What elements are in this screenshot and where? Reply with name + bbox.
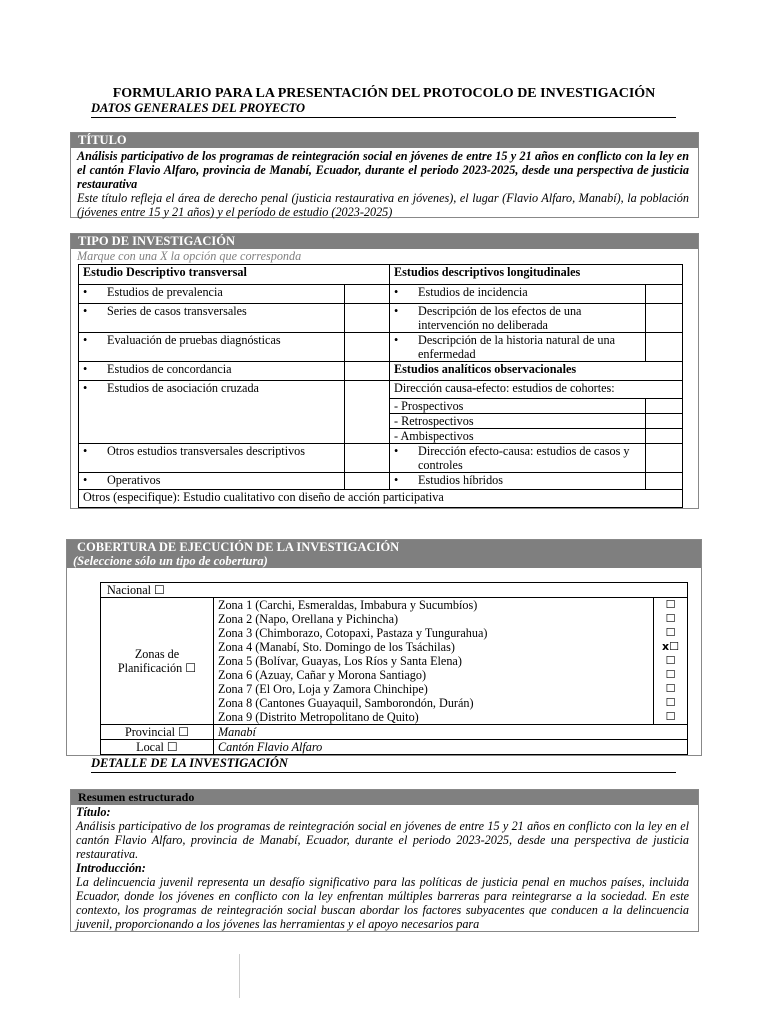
option-concordancia xyxy=(79,362,345,381)
option-label: Otros estudios transversales descriptivos xyxy=(107,444,306,458)
option-local[interactable]: Local ☐ xyxy=(101,740,214,755)
option-label: Estudios de prevalencia xyxy=(107,285,223,299)
tipo-col-left-header: Estudio Descriptivo transversal xyxy=(79,265,390,285)
zona-9: Zona 9 (Distrito Metropolitano de Quito) xyxy=(218,710,419,724)
analiticos-header: Estudios analíticos observacionales xyxy=(390,362,683,381)
option-prevalencia xyxy=(79,285,345,304)
option-provincial[interactable]: Provincial ☐ xyxy=(101,725,214,740)
option-label: Series de casos transversales xyxy=(107,304,247,318)
option-label: Descripción de los efectos de una intervención no deliberada xyxy=(418,304,582,332)
titulo-band: TÍTULO xyxy=(71,133,698,148)
zona-3: Zona 3 (Chimborazo, Cotopaxi, Pastaza y Tungurahua) xyxy=(218,626,488,640)
checkbox-otros-transversales[interactable] xyxy=(345,444,390,473)
option-casos-controles xyxy=(390,444,646,473)
option-retrospectivos: - Retrospectivos xyxy=(390,414,646,429)
cobertura-table xyxy=(100,582,688,755)
titulo-note: Este título refleja el área de derecho penal (justicia restaurativa en jóvenes), el lugar (Flavio Alfaro, Manabí), la población (jóvenes entre 15 y 21 años) y el período de estudio (2023-2025) xyxy=(77,191,689,219)
zona-6: Zona 6 (Azuay, Cañar y Morona Santiago) xyxy=(218,668,427,682)
option-series-casos xyxy=(79,304,345,333)
zonas-list xyxy=(214,598,654,725)
checkbox-zona-6[interactable]: ☐ xyxy=(665,668,676,681)
checkbox-operativos[interactable] xyxy=(345,473,390,490)
option-label: Estudios híbridos xyxy=(418,473,503,487)
option-label: Estudios de asociación cruzada xyxy=(107,381,259,395)
option-label: Estudios de incidencia xyxy=(418,285,528,299)
cobertura-title: COBERTURA DE EJECUCIÓN DE LA INVESTIGACIÓN xyxy=(77,540,400,554)
zonas-planificacion-label[interactable] xyxy=(101,598,214,725)
zona-7: Zona 7 (El Oro, Loja y Zamora Chinchipe) xyxy=(218,682,428,696)
bullet: • xyxy=(83,473,88,487)
zona-4: Zona 4 (Manabí, Sto. Domingo de los Tsáchilas) xyxy=(218,640,455,654)
provincial-value[interactable]: Manabí xyxy=(214,725,688,740)
zonas-label-line2: Planificación ☐ xyxy=(117,661,197,675)
zonas-label-line1: Zonas de xyxy=(134,647,180,661)
page-edge-line xyxy=(239,954,240,998)
local-value[interactable]: Cantón Flavio Alfaro xyxy=(214,740,688,755)
resumen-band: Resumen estructurado xyxy=(71,790,698,805)
resumen-titulo-label: Título: xyxy=(76,805,111,819)
tipo-table xyxy=(78,264,683,508)
checkbox-concordancia[interactable] xyxy=(345,362,390,381)
bullet: • xyxy=(83,444,88,458)
otros-especifique[interactable]: Otros (especifique): Estudio cualitativo con diseño de acción participativa xyxy=(79,490,683,508)
option-nacional[interactable]: Nacional ☐ xyxy=(101,583,688,598)
section-heading-detalle: DETALLE DE LA INVESTIGACIÓN xyxy=(91,756,288,770)
bullet: • xyxy=(394,333,399,347)
zona-2: Zona 2 (Napo, Orellana y Pichincha) xyxy=(218,612,399,626)
option-label: Descripción de la historia natural de una enfermedad xyxy=(418,333,615,361)
bullet: • xyxy=(83,381,88,395)
checkbox-asociacion-cruzada[interactable] xyxy=(345,381,390,444)
zona-8: Zona 8 (Cantones Guayaquil, Samborondón, Durán) xyxy=(218,696,474,710)
option-otros-transversales xyxy=(79,444,345,473)
form-title: FORMULARIO PARA LA PRESENTACIÓN DEL PROTOCOLO DE INVESTIGACIÓN xyxy=(112,86,656,101)
bullet: • xyxy=(394,304,399,318)
bullet: • xyxy=(394,285,399,299)
checkbox-zona-8[interactable]: ☐ xyxy=(665,696,676,709)
checkbox-efectos-intervencion[interactable] xyxy=(646,304,683,333)
checkbox-zona-3[interactable]: ☐ xyxy=(665,626,676,639)
option-efectos-intervencion xyxy=(390,304,646,333)
option-label: Dirección efecto-causa: estudios de casos y controles xyxy=(418,444,630,472)
option-historia-natural xyxy=(390,333,646,362)
bullet: • xyxy=(83,333,88,347)
checkbox-casos-controles[interactable] xyxy=(646,444,683,473)
option-pruebas-diagnosticas xyxy=(79,333,345,362)
checkbox-historia-natural[interactable] xyxy=(646,333,683,362)
checkbox-pruebas-diagnosticas[interactable] xyxy=(345,333,390,362)
cohortes-label: Dirección causa-efecto: estudios de cohortes: xyxy=(390,381,683,399)
checkbox-zona-4[interactable]: x☐ xyxy=(662,640,679,653)
zona-1: Zona 1 (Carchi, Esmeraldas, Imbabura y Sucumbíos) xyxy=(218,598,478,612)
cobertura-subtitle: (Seleccione sólo un tipo de cobertura) xyxy=(73,554,268,568)
bullet: • xyxy=(394,473,399,487)
zona-5: Zona 5 (Bolívar, Guayas, Los Ríos y Santa Elena) xyxy=(218,654,462,668)
option-hibridos xyxy=(390,473,646,490)
option-label: Evaluación de pruebas diagnósticas xyxy=(107,333,281,347)
checkbox-retrospectivos[interactable] xyxy=(646,414,683,429)
checkbox-zona-2[interactable]: ☐ xyxy=(665,612,676,625)
bullet: • xyxy=(394,444,399,458)
tipo-band: TIPO DE INVESTIGACIÓN xyxy=(71,234,698,249)
resumen-intro-text: La delincuencia juvenil representa un desafío significativo para las políticas de justicia penal en muchos países, incluida Ecuador, donde los jóvenes en conflicto con la ley enfrentan múltiples barreras para reintegrarse a la sociedad. En este contexto, los programas de reintegración social buscan abordar los factores subyacentes que conducen a la delincuencia juvenil, proporcionando a los jóvenes las herramientas y el apoyo necesarios para xyxy=(76,875,689,931)
checkbox-hibridos[interactable] xyxy=(646,473,683,490)
option-ambispectivos: - Ambispectivos xyxy=(390,429,646,444)
titulo-text: Análisis participativo de los programas de reintegración social en jóvenes de entre 15 y 21 años en conflicto con la ley en el cantón Flavio Alfaro, provincia de Manabí, Ecuador, durante el periodo 2023-2025, desde una perspectiva de justicia restaurativa xyxy=(77,149,689,191)
zonas-checkboxes xyxy=(654,598,688,725)
resumen-box xyxy=(70,789,699,932)
checkbox-prospectivos[interactable] xyxy=(646,399,683,414)
bullet: • xyxy=(83,304,88,318)
checkbox-series-casos[interactable] xyxy=(345,304,390,333)
option-label: Operativos xyxy=(107,473,161,487)
option-operativos xyxy=(79,473,345,490)
option-label: Estudios de concordancia xyxy=(107,362,232,376)
checkbox-zona-7[interactable]: ☐ xyxy=(665,682,676,695)
titulo-box xyxy=(70,132,699,218)
divider xyxy=(91,772,676,773)
resumen-titulo-text: Análisis participativo de los programas de reintegración social en jóvenes de entre 15 y 21 años en conflicto con la ley en el cantón Flavio Alfaro, provincia de Manabí, Ecuador, durante el periodo 2023-2025, desde una perspectiva de justicia restaurativa. xyxy=(76,819,689,861)
tipo-hint: Marque con una X la opción que corresponda xyxy=(77,249,302,263)
bullet: • xyxy=(83,285,88,299)
option-asociacion-cruzada xyxy=(79,381,345,444)
checkbox-prevalencia[interactable] xyxy=(345,285,390,304)
divider xyxy=(91,117,676,118)
checkbox-zona-5[interactable]: ☐ xyxy=(665,654,676,667)
checkbox-zona-1[interactable]: ☐ xyxy=(665,598,676,611)
tipo-col-right-header: Estudios descriptivos longitudinales xyxy=(390,265,683,285)
option-incidencia xyxy=(390,285,646,304)
bullet: • xyxy=(83,362,88,376)
option-prospectivos: - Prospectivos xyxy=(390,399,646,414)
checkbox-incidencia[interactable] xyxy=(646,285,683,304)
checkbox-zona-9[interactable]: ☐ xyxy=(665,710,676,723)
section-heading-general: DATOS GENERALES DEL PROYECTO xyxy=(91,101,306,115)
resumen-intro-label: Introducción: xyxy=(76,861,146,875)
checkbox-ambispectivos[interactable] xyxy=(646,429,683,444)
cobertura-band xyxy=(67,540,701,568)
